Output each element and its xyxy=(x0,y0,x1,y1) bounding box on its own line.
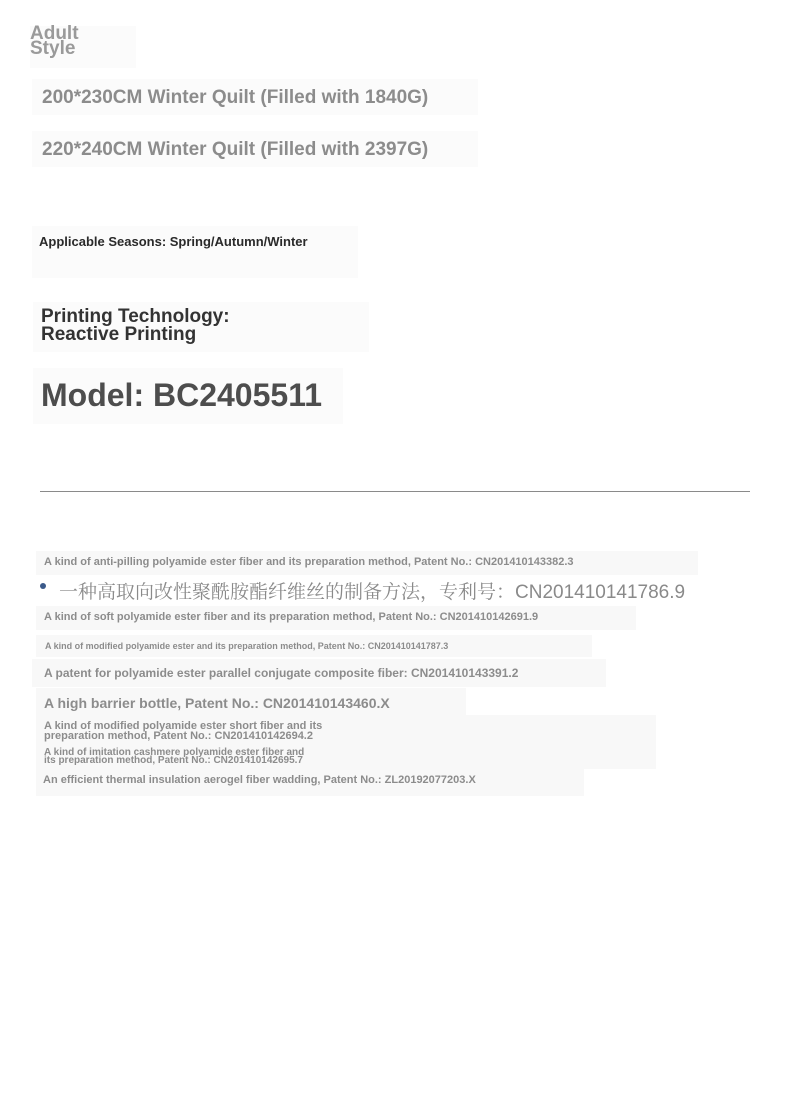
patent-item: An efficient thermal insulation aerogel fiber wadding, Patent No.: ZL20192077203.X xyxy=(36,768,584,796)
patent-item: A kind of anti-pilling polyamide ester fiber and its preparation method, Patent No.: CN201410143382.3 xyxy=(36,551,698,575)
patent-item-chinese-text: 一种高取向改性聚酰胺酯纤维丝的制备方法，专利号：CN201410141786.9 xyxy=(59,582,686,603)
patent-item: A kind of modified polyamide ester and its preparation method, Patent No.: CN201410141787.3 xyxy=(36,635,592,657)
style-label xyxy=(30,23,136,68)
patent-item-line2: its preparation method, Patent No.: CN201410142695.7 xyxy=(44,755,303,766)
patent-item-line1: A kind of modified polyamide ester short fiber and its xyxy=(44,720,323,732)
patent-item xyxy=(40,748,370,768)
printing-technology-value: Reactive Printing xyxy=(41,324,197,345)
size-option-1: 200*230CM Winter Quilt (Filled with 1840G) xyxy=(32,79,478,115)
bullet-icon xyxy=(40,583,46,589)
patent-item-line2: preparation method, Patent No.: CN201410142694.2 xyxy=(44,730,313,742)
applicable-seasons: Applicable Seasons: Spring/Autumn/Winter xyxy=(32,226,358,278)
patent-item-chinese xyxy=(40,576,700,602)
patent-item: A high barrier bottle, Patent No.: CN201410143460.X xyxy=(36,688,466,716)
style-label-line1: Adult xyxy=(30,23,79,44)
section-divider xyxy=(40,491,750,492)
patent-item-line1: A kind of imitation cashmere polyamide ester fiber and xyxy=(44,747,305,758)
style-label-line2: Style xyxy=(30,38,76,59)
patent-item: A kind of soft polyamide ester fiber and its preparation method, Patent No.: CN201410142691.9 xyxy=(36,606,636,630)
model-number: Model: BC2405511 xyxy=(33,368,343,424)
printing-technology-label: Printing Technology: xyxy=(41,306,230,327)
patent-item: A patent for polyamide ester parallel conjugate composite fiber: CN201410143391.2 xyxy=(32,659,606,687)
size-option-2: 220*240CM Winter Quilt (Filled with 2397G) xyxy=(32,131,478,167)
printing-technology xyxy=(33,302,369,352)
